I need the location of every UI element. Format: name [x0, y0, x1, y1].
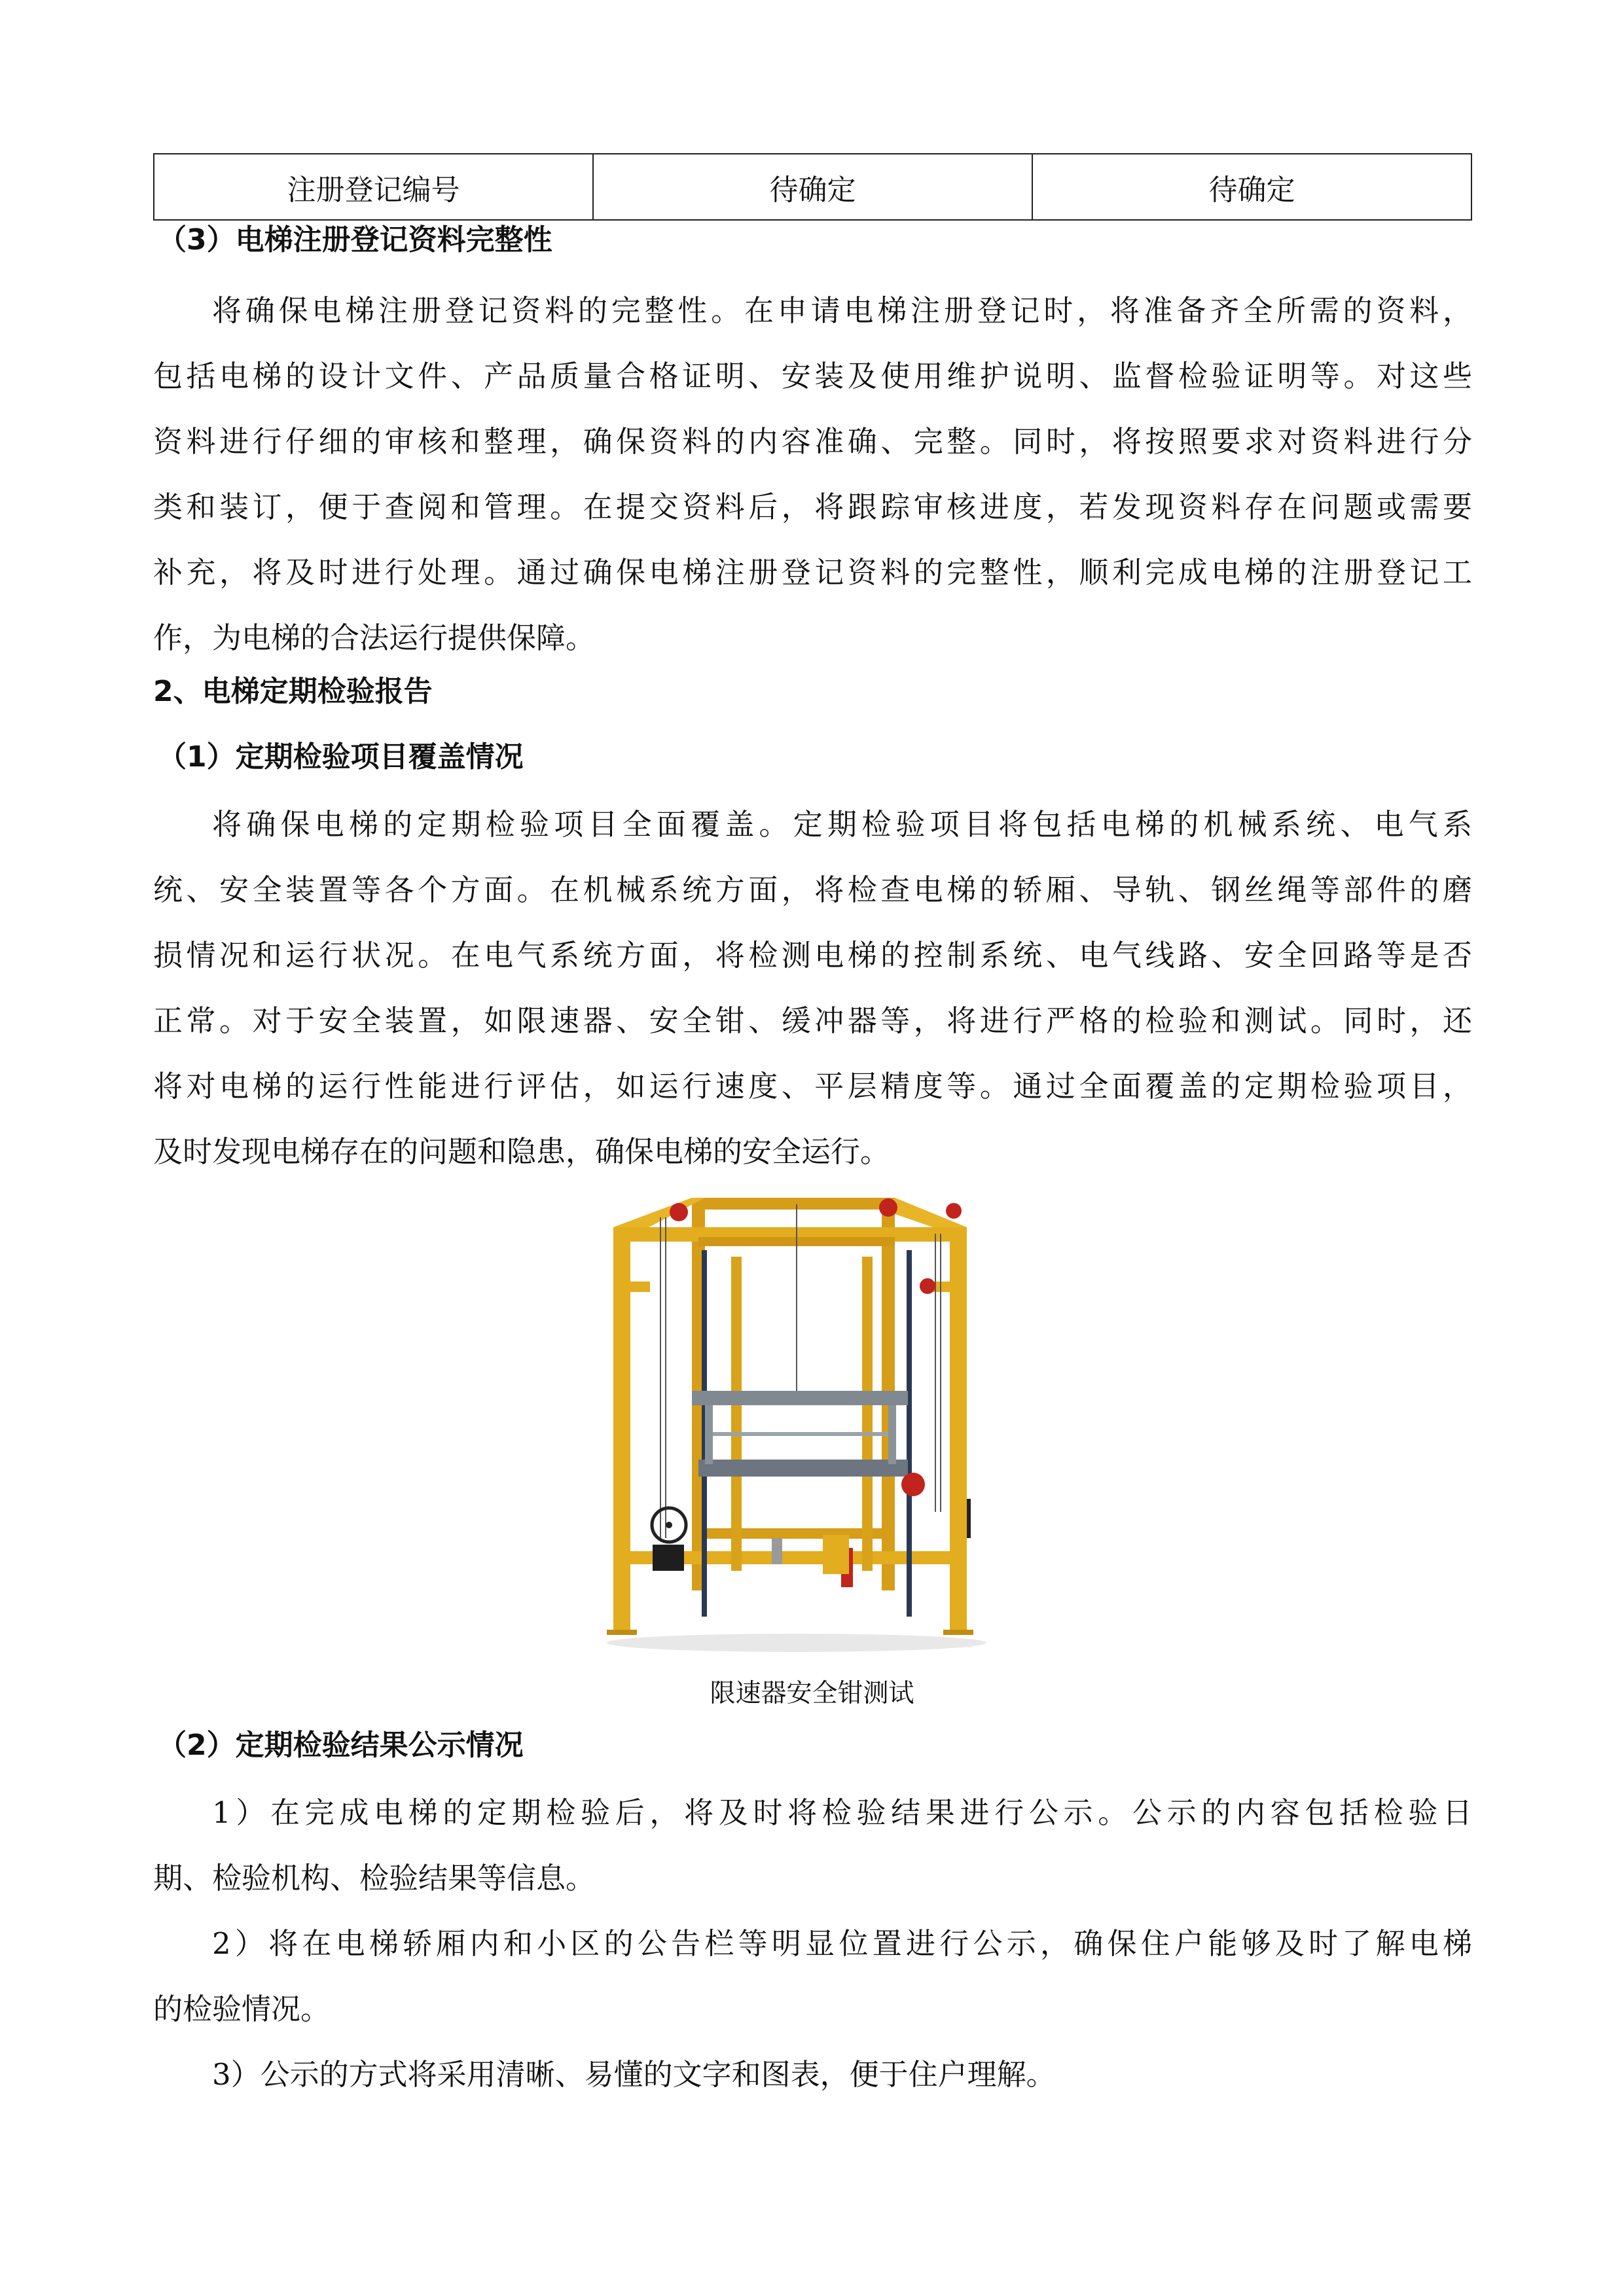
paragraph-line: 将确保电梯的定期检验项目全面覆盖。定期检验项目将包括电梯的机械系统、电气系 — [212, 807, 1472, 842]
table-cell-value: 待确定 — [593, 154, 1032, 220]
paragraph-line: 资料进行仔细的审核和整理，确保资料的内容准确、完整。同时，将按照要求对资料进行分 — [153, 424, 1472, 459]
list-item — [153, 2042, 1472, 2108]
section-heading-periodic-inspection: 2、电梯定期检验报告 — [153, 675, 433, 708]
table-cell-value: 待确定 — [1032, 154, 1471, 220]
paragraph-line: 正常。对于安全装置，如限速器、安全钳、缓冲器等，将进行严格的检验和测试。同时，还 — [153, 1003, 1472, 1038]
paragraph-line: 及时发现电梯存在的问题和隐患，确保电梯的安全运行。 — [153, 1134, 890, 1169]
section-heading-registration-completeness: （3）电梯注册登记资料完整性 — [158, 223, 552, 257]
paragraph-line: 包括电梯的设计文件、产品质量合格证明、安装及使用维护说明、监督检验证明等。对这些 — [153, 359, 1472, 393]
paragraph-line: 损情况和运行状况。在电气系统方面，将检测电梯的控制系统、电气线路、安全回路等是否 — [153, 938, 1472, 973]
paragraph-registration — [153, 278, 1472, 671]
section-heading-inspection-coverage: （1）定期检验项目覆盖情况 — [158, 740, 524, 774]
section-heading-result-publication: （2）定期检验结果公示情况 — [158, 1729, 524, 1762]
paragraph-line: 期、检验机构、检验结果等信息。 — [153, 1861, 596, 1895]
paragraph-coverage — [153, 792, 1472, 1185]
table-cell-label: 注册登记编号 — [154, 154, 593, 220]
paragraph-line: 的检验情况。 — [153, 1992, 331, 2026]
figure-caption: 限速器安全钳测试 — [710, 1679, 914, 1708]
paragraph-line: 将确保电梯注册登记资料的完整性。在申请电梯注册登记时，将准备齐全所需的资料， — [212, 293, 1472, 328]
elevator-test-rig-photo — [600, 1172, 996, 1656]
paragraph-line: 2）将在电梯轿厢内和小区的公告栏等明显位置进行公示，确保住户能够及时了解电梯 — [212, 1926, 1472, 1961]
table-row — [154, 154, 1471, 220]
registration-table — [153, 153, 1472, 221]
paragraph-line: 作，为电梯的合法运行提供保障。 — [153, 620, 596, 655]
paragraph-line: 3）公示的方式将采用清晰、易懂的文字和图表，便于住户理解。 — [212, 2057, 1056, 2092]
paragraph-line: 将对电梯的运行性能进行评估，如运行速度、平层精度等。通过全面覆盖的定期检验项目， — [153, 1069, 1472, 1103]
list-item — [153, 1780, 1472, 1911]
list-item — [153, 1911, 1472, 2042]
paragraph-line: 类和装订，便于查阅和管理。在提交资料后，将跟踪审核进度，若发现资料存在问题或需要 — [153, 490, 1472, 524]
paragraph-line: 补充，将及时进行处理。通过确保电梯注册登记资料的完整性，顺利完成电梯的注册登记工 — [153, 555, 1472, 590]
paragraph-line: 1）在完成电梯的定期检验后，将及时将检验结果进行公示。公示的内容包括检验日 — [212, 1795, 1472, 1830]
paragraph-line: 统、安全装置等各个方面。在机械系统方面，将检查电梯的轿厢、导轨、钢丝绳等部件的磨 — [153, 872, 1472, 907]
